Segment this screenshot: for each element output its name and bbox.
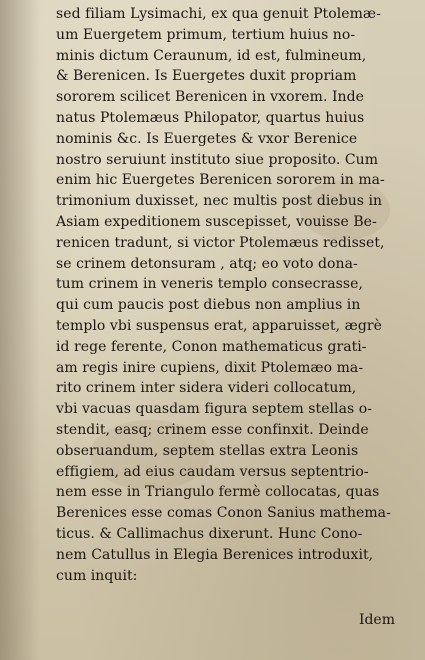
text-line: obseruandum, septem stellas extra Leonis <box>56 442 359 459</box>
text-line: rito crinem inter sidera videri collocatum, <box>56 380 357 397</box>
text-line: Asiam expeditionem suscepisset, vouisse Be- <box>56 213 377 230</box>
text-line: um Euergetem primum, tertium huius no- <box>56 26 356 43</box>
text-line: nominis &c. Is Euergetes & vxor Berenice <box>56 130 358 147</box>
catchword: Idem <box>358 612 395 628</box>
text-line: nem Catullus in Elegia Berenices introduxit, <box>56 546 374 563</box>
text-line: renicen tradunt, si victor Ptolemæus redisset, <box>56 234 385 251</box>
text-line: se crinem detonsuram , atq; eo voto dona- <box>56 255 358 272</box>
text-line: sed filiam Lysimachi, ex qua genuit Ptolemæ- <box>56 6 381 22</box>
text-line: templo vbi suspensus erat, apparuisset, ægrè <box>56 317 382 334</box>
text-line: nem esse in Triangulo fermè collocatas, quas <box>56 484 380 501</box>
text-line: natus Ptolemæus Philopator, quartus huius <box>56 109 365 126</box>
text-line: enim hic Euergetes Berenicen sororem in ma- <box>56 172 385 189</box>
text-line: trimonium duxisset, nec multis post diebus in <box>56 193 383 210</box>
text-line: tum crinem in veneris templo consecrasse, <box>56 276 363 293</box>
text-line: stendit, easq; crinem esse confinxit. Deinde <box>56 421 369 438</box>
text-line: sororem scilicet Berenicen in vxorem. Inde <box>56 89 364 106</box>
text-line: cum inquit: <box>56 567 138 584</box>
text-line: id rege ferente, Conon mathematicus grati- <box>56 338 367 355</box>
text-line: am regis inire cupiens, dixit Ptolemæo ma- <box>56 359 364 376</box>
text-line: Berenices esse comas Conon Sanius mathema- <box>56 505 391 522</box>
text-line: ticus. & Callimachus dixerunt. Hunc Cono- <box>56 525 363 542</box>
text-line: vbi vacuas quasdam figura septem stellas o- <box>56 401 372 418</box>
text-line: effigiem, ad eius caudam versus septentrio- <box>56 463 369 480</box>
body-text <box>56 4 416 586</box>
text-line: & Berenicen. Is Euergetes duxit propriam <box>56 68 357 85</box>
text-line: qui cum paucis post diebus non amplius in <box>56 297 361 314</box>
gutter-shadow <box>0 0 40 660</box>
text-line: nostro seruiunt instituto siue proposito. Cum <box>56 151 379 168</box>
text-line: minis dictum Ceraunum, id est, fulmineum, <box>56 47 367 64</box>
